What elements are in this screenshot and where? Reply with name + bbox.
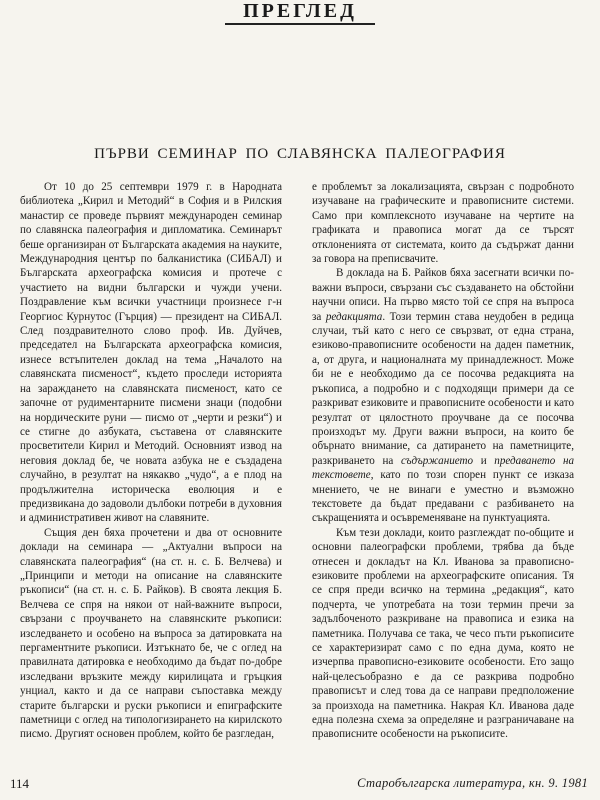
left-paragraph-1: От 10 до 25 септември 1979 г. в Народната библиотека „Кирил и Методий“ в София и в Рилския манастир се проведе първият международен семинар по славянска палеография и дипломатика. Семинарът беше организиран от Българската академия на науките, Международния център по балканистика (СИБАЛ) и Българската археографска комисия и протече с участието на видни български и чужди учени. Поздравление към всички участници произнесе г-н Георгиос Курнутос (Гърция) — президент на СИБАЛ. След поздравителното слово проф. Ив. Дуйчев, председател на Българската археографска комисия, изнесе встъпителен доклад на тема „Началото на славянската писменост“, където проследи историята на зараждането на славянската писменост, като се започне от рудиментарните писмени знаци (подобни на нордическите руни — писмо от „черти и резки“) и се стигне до азбуката, съставена от славянските просветители Кирил и Методий. Основният извод на неговия доклад бе, че новата азбука не е създадена случайно, в резултат на някакво „чудо“, а е плод на продължителна историческа еволюция и е предизвикана до задоволи дълбоки потреби в духовния и административен живот на славяните. bbox=[20, 181, 282, 525]
article-title: ПЪРВИ СЕМИНАР ПО СЛАВЯНСКА ПАЛЕОГРАФИЯ bbox=[94, 146, 506, 162]
right-column bbox=[312, 180, 574, 742]
right-paragraph-2 bbox=[312, 266, 574, 525]
page-number: 114 bbox=[10, 776, 30, 791]
term-redaktsiyata: редакцията bbox=[325, 310, 383, 323]
right-paragraph-2-part-d: , като по този спорен пункт се изказа мнението, че не винаги е уместно и възможно текстовете да бъдат предавани с разбиването на съкращенията и осъвременяване на пунктуацията. bbox=[312, 469, 574, 525]
term-sadarzhanieto: съдържанието bbox=[400, 454, 474, 467]
section-heading-text: ПРЕГЛЕД bbox=[225, 0, 375, 25]
term-predavaneto: предаването на текстовете bbox=[312, 454, 574, 482]
right-paragraph-2-part-b: . Този термин става неудобен в редица случаи, тъй като с него се свързват, от една страна, езиково-правописните особености на даден паметник, а, от друга, и националната му принадлежност. Може би не е необходимо да се посочва редакцията на ръкописа, а подробно и с подходящи примери да се разкриват езиковите и правописните особености и като резултат от цялостното проучване да се посочва произходът му. Други важни въпроси, на които бе обърнато внимание, са датирането на паметниците, разкриването на bbox=[312, 310, 574, 467]
left-column bbox=[20, 180, 282, 742]
journal-reference: Старобългарска литература, кн. 9. 1981 bbox=[357, 776, 588, 790]
left-paragraph-2: Същия ден бяха прочетени и два от основните доклади на семинара — „Актуални въпроси на славянската палеография“ (на ст. н. с. Б. Велчева) и „Принципи и методи на описание на славянските ръкописи“ (на ст. н. с. Б. Райков). В своята лекция Б. Велчева се спря на някои от най-важните въпроси, свързани с проучването на славянските ръкописи: изследването и особено на въпроса за датировката на пергаментните ръкописи. Изтъкнато бе, че с оглед на правилната датировка е необходимо да бъдат по-добре изследвани връзките между кирилицата и гръцкия унциал, както и да се направи съпоставка между старите български и руски ръкописи и епиграфските паметници с оглед на типологизирането на кирилското писмо. Другият основен проблем, който бе разгледан, bbox=[20, 526, 282, 741]
right-paragraph-1: е проблемът за локализацията, свързан с подробното изучаване на графическите и правописните системи. Само при комплексното изучаване на чертите на графиката и правописа могат да се търсят отклоненията от системата, които да съдържат данни за говора на преписвачите. bbox=[312, 181, 574, 266]
section-heading bbox=[0, 0, 600, 25]
right-paragraph-2-part-a: В доклада на Б. Райков бяха засегнати всички по-важни въпроси, свързани със създаването на обстойни научни описи. На първо място той се спря на въпроса за bbox=[312, 267, 574, 323]
right-paragraph-2-part-c: и bbox=[473, 454, 495, 467]
right-paragraph-3: Към тези доклади, които разглеждат по-общите и основни палеографски проблеми, трябва да бъде отнесен и докладът на Кл. Иванова за правописно-езиковите проблеми на археографските описания. Тя се спря преди всичко на термина „редакция“, като подчерта, че употребата на този термин пречи за задълбоченото разкриване на правописа и езика на паметника. Получава се така, че чесо пъти ръкописите се характеризират само с по една дума, която не изчерпва правописно-езиковите особености. Ето защо най-целесъобразно е да се разкрива подробно правописът и след това да се направи предположение за произхода на паметника. Накрая Кл. Иванова даде една полезна схема за определяне и разграничаване на правописните особености на ръкописите. bbox=[312, 526, 574, 741]
